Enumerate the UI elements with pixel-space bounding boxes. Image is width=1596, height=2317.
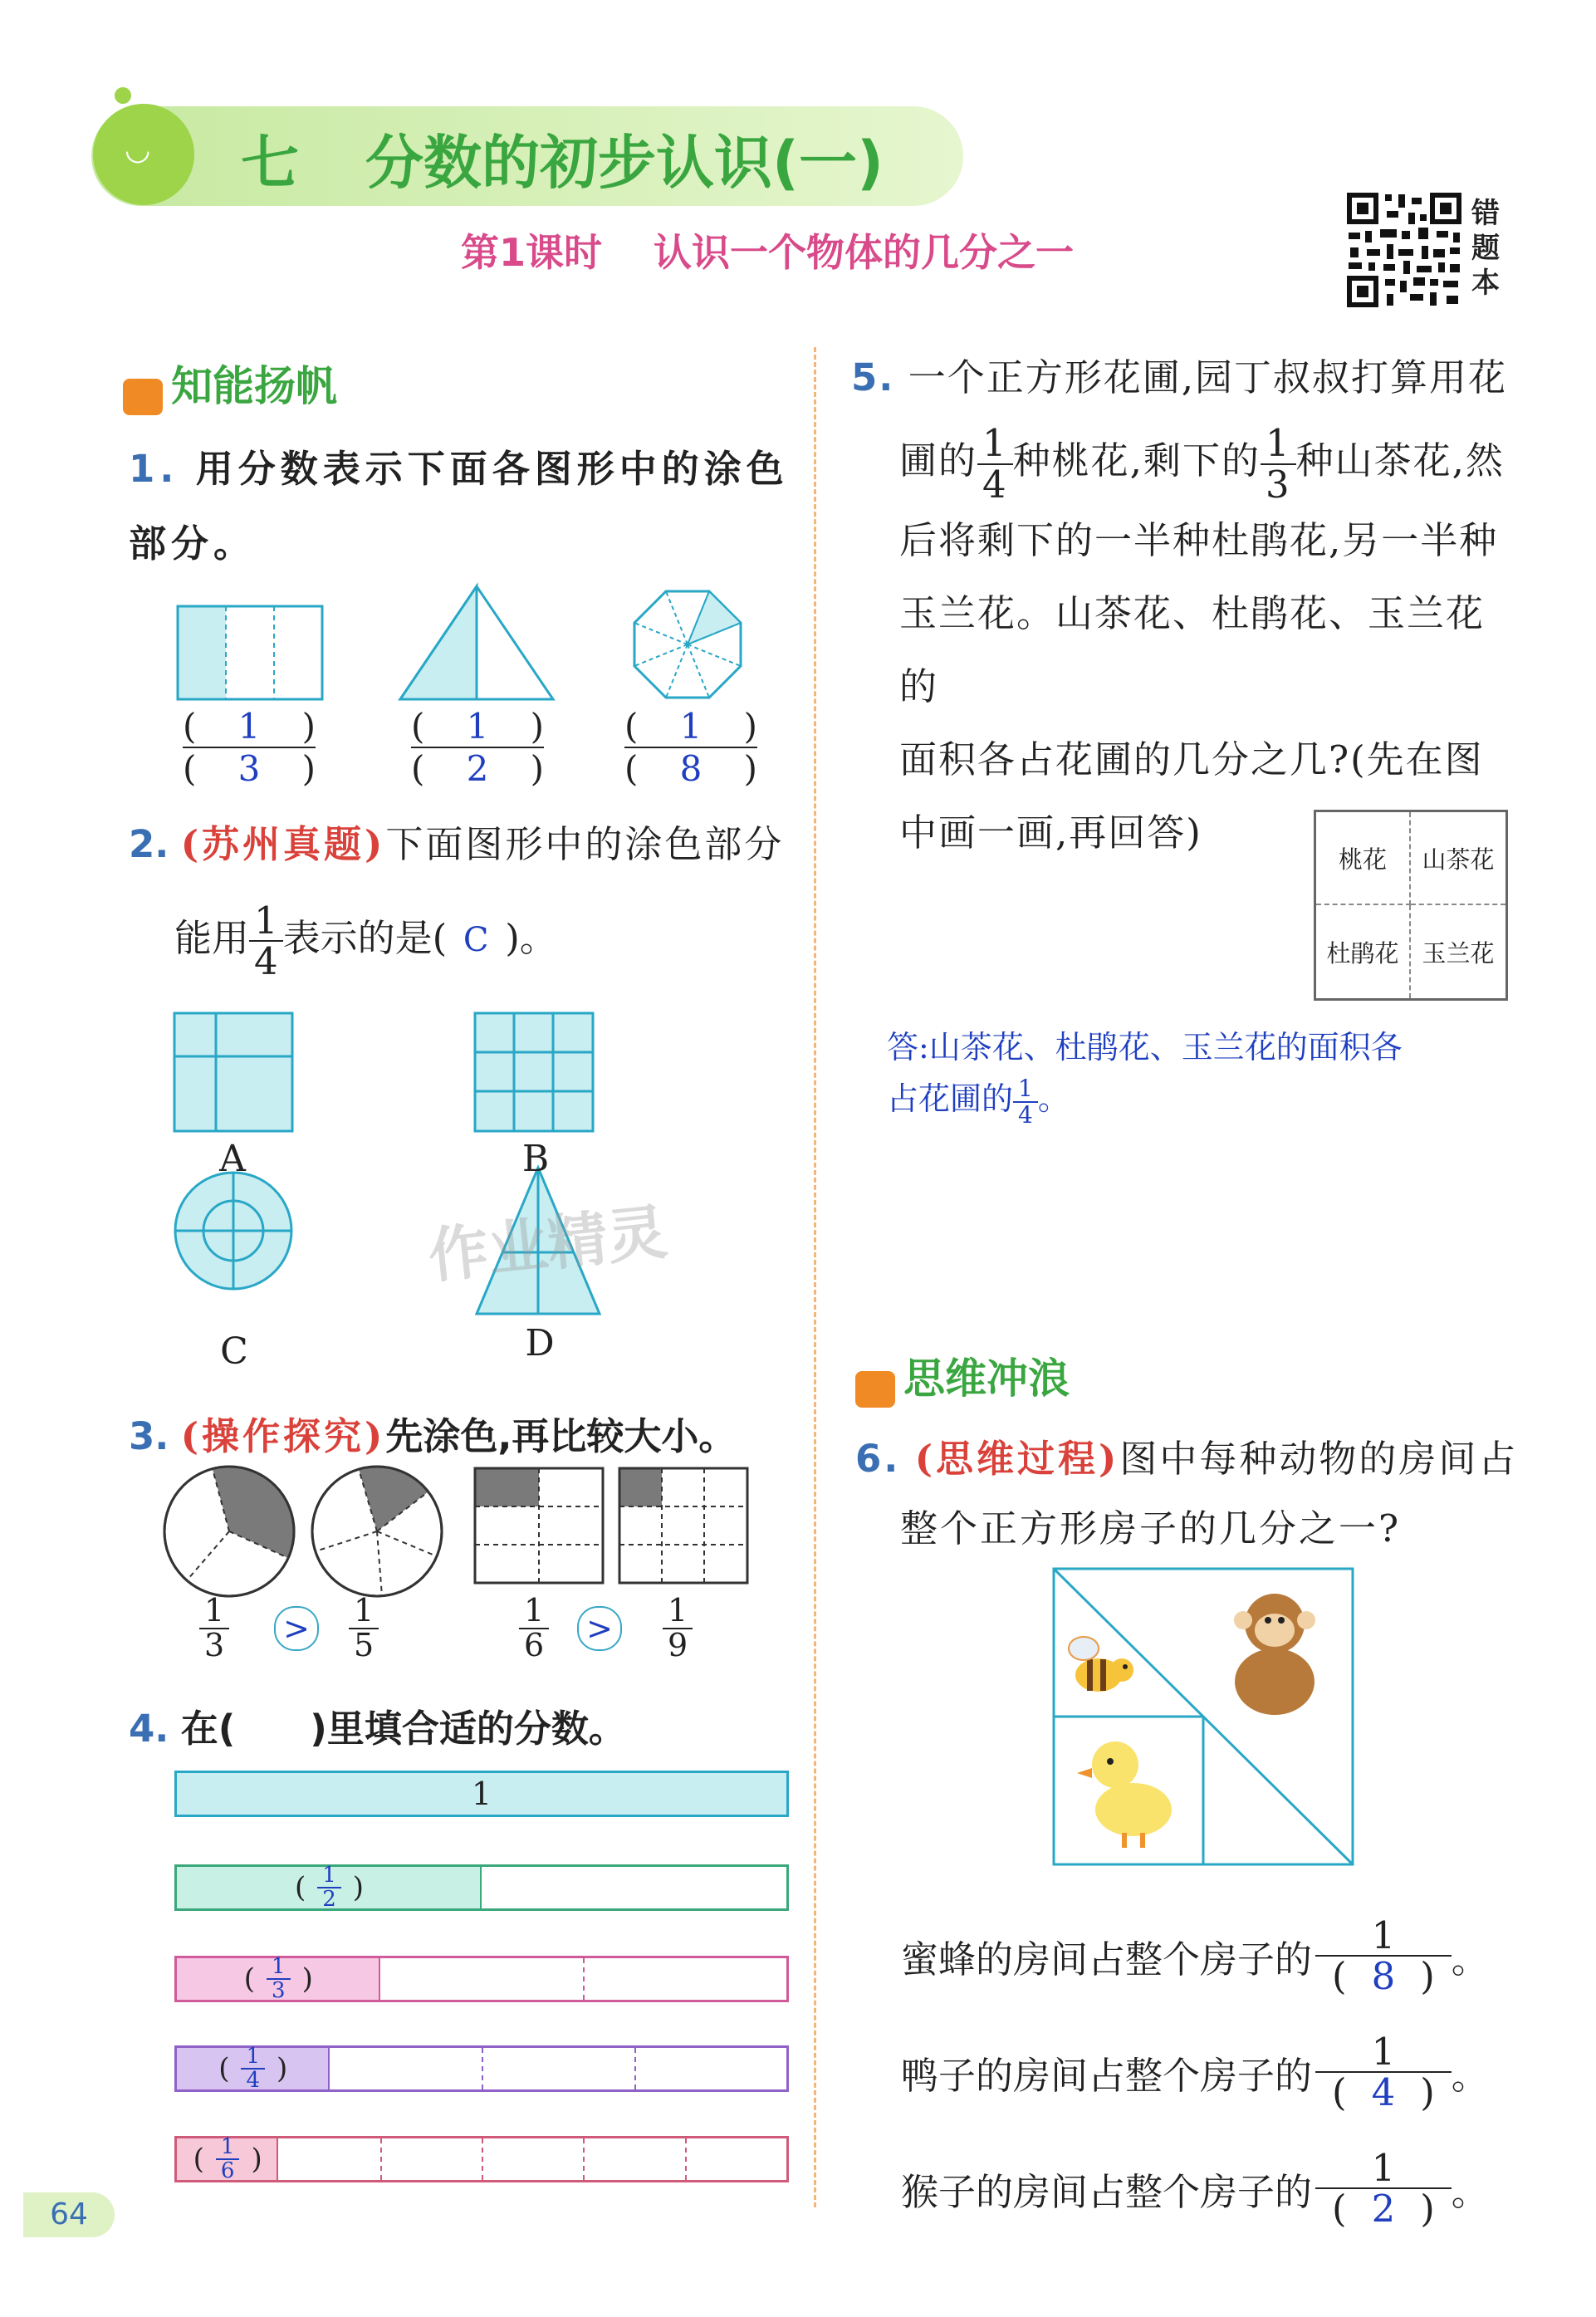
q5-answer[interactable]: 答:山茶花、杜鹃花、玉兰花的面积各 占花圃的 $\frac{1}{4}$ 。: [887, 1029, 1403, 1129]
q4-fraction-bar: [174, 2133, 789, 2183]
q4-divider: [583, 2138, 585, 2180]
q2-line1: 2. (苏州真题)下面图形中的涂色部分: [129, 822, 785, 866]
chapter-number: 七: [241, 129, 299, 197]
wave-icon: [855, 1371, 895, 1408]
section-title: 知能扬帆: [171, 362, 337, 410]
qr-code-icon[interactable]: [1344, 189, 1465, 311]
section-title: 思维冲浪: [903, 1354, 1070, 1403]
q3-sign-2[interactable]: >: [577, 1606, 622, 1651]
chapter-title: 分数的初步认识(一): [365, 129, 884, 197]
question-text: 用分数表示下面各图形中的涂色部分。: [129, 447, 789, 566]
q2-answer[interactable]: C: [463, 920, 489, 959]
q1-answer-3[interactable]: ( 1 ) ( 8 ): [624, 706, 757, 789]
section-heading-1: [123, 353, 337, 415]
qr-label: 错题本: [1471, 197, 1500, 300]
q6-answers: 蜜蜂的房间占整个房子的 1 ( 8 ) 。 鸭子的房间占整个房子的 1 ( 4 ) 。 猴子的房间占整个房子的 1 ( 2 ) 。: [901, 1913, 1489, 2231]
question-tag: (操作探究): [180, 1414, 386, 1458]
q1-text: [129, 432, 793, 581]
question-tag: (苏州真题): [180, 822, 386, 866]
q4-fraction-bar: [174, 2045, 789, 2092]
q4-fraction-bar: [174, 1953, 789, 2003]
q4-answer[interactable]: ( $\frac{1}{6}$ ): [193, 2133, 262, 2183]
q4-divider: [380, 2138, 382, 2180]
q4-fraction-bar: [174, 1864, 789, 1911]
q4-divider: [583, 1958, 585, 2000]
q4-divider: [634, 2048, 636, 2089]
lesson-title-bar: [461, 223, 1074, 277]
question-number: 1.: [129, 447, 179, 491]
q2-option-D[interactable]: D: [525, 1322, 555, 1364]
q2-option-C[interactable]: C: [220, 1330, 248, 1373]
section-heading-2: [855, 1345, 1070, 1408]
q4-answer[interactable]: ( $\frac{1}{4}$ ): [218, 2043, 288, 2093]
q3-figures: [158, 1462, 764, 1603]
q5-garden-grid: 桃花 山茶花 杜鹃花 玉兰花: [1314, 810, 1508, 1001]
q6-answer-monkey[interactable]: 1 ( 2 ): [1315, 2148, 1452, 2229]
q4-text: 4. 在( )里填合适的分数。: [129, 1707, 626, 1751]
q4-answer[interactable]: ( $\frac{1}{2}$ ): [294, 1862, 365, 1912]
q6-house-diagram: [1050, 1565, 1358, 1869]
question-tag: (思维过程): [914, 1437, 1120, 1481]
q3-sign-1[interactable]: >: [274, 1606, 319, 1651]
watermark: 作业精灵: [425, 1197, 671, 1291]
q4-whole-bar: 1: [174, 1771, 789, 1817]
q2-line2: 能用 $\frac{1}{4}$ 表示的是( C )。: [174, 899, 557, 984]
q4-divider: [482, 2138, 483, 2180]
fraction: $\frac{1}{4}$: [249, 901, 283, 982]
q1-figures: [166, 581, 764, 714]
q1-answer-1[interactable]: ( 1 ) ( 3 ): [183, 706, 316, 789]
sail-icon: [123, 379, 163, 415]
lesson-prefix: 第1课时: [461, 230, 603, 275]
q3-text: 3. (操作探究)先涂色,再比较大小。: [129, 1414, 737, 1458]
q5-text: 5. 一个正方形花圃,园丁叔叔打算用花 圃的 $\frac{1}{4}$ 种桃花,剩下的 $\frac{1}{3}$ 种山茶花,然 后将剩下的一半种杜鹃花,另一半种 玉兰花。山茶花、杜鹃花、玉兰花的 面积各占花圃的几分之几?(先在图 中画一画,再回答): [851, 355, 1508, 855]
q6-text: 6. (思维过程)图中每种动物的房间占 整个正方形房子的几分之一?: [855, 1437, 1519, 1550]
column-divider: [814, 347, 816, 2207]
q4-divider: [482, 2048, 483, 2089]
page-number: 64: [23, 2192, 115, 2237]
q1-octagon: [634, 591, 741, 698]
q6-answer-bee[interactable]: 1 ( 8 ): [1315, 1916, 1452, 1996]
mascot-face-icon: ◡: [125, 133, 151, 167]
q4-divider: [685, 2138, 687, 2180]
q2-option-A[interactable]: A: [219, 1138, 246, 1180]
lesson-title: 认识一个物体的几分之一: [654, 230, 1075, 275]
q6-answer-duck[interactable]: 1 ( 4 ): [1315, 2032, 1452, 2113]
q1-answer-2[interactable]: ( 1 ) ( 2 ): [411, 706, 544, 789]
q2-option-B[interactable]: B: [521, 1138, 550, 1180]
q4-answer[interactable]: ( $\frac{1}{3}$ ): [243, 1953, 313, 2003]
mascot-antenna: [115, 87, 131, 104]
